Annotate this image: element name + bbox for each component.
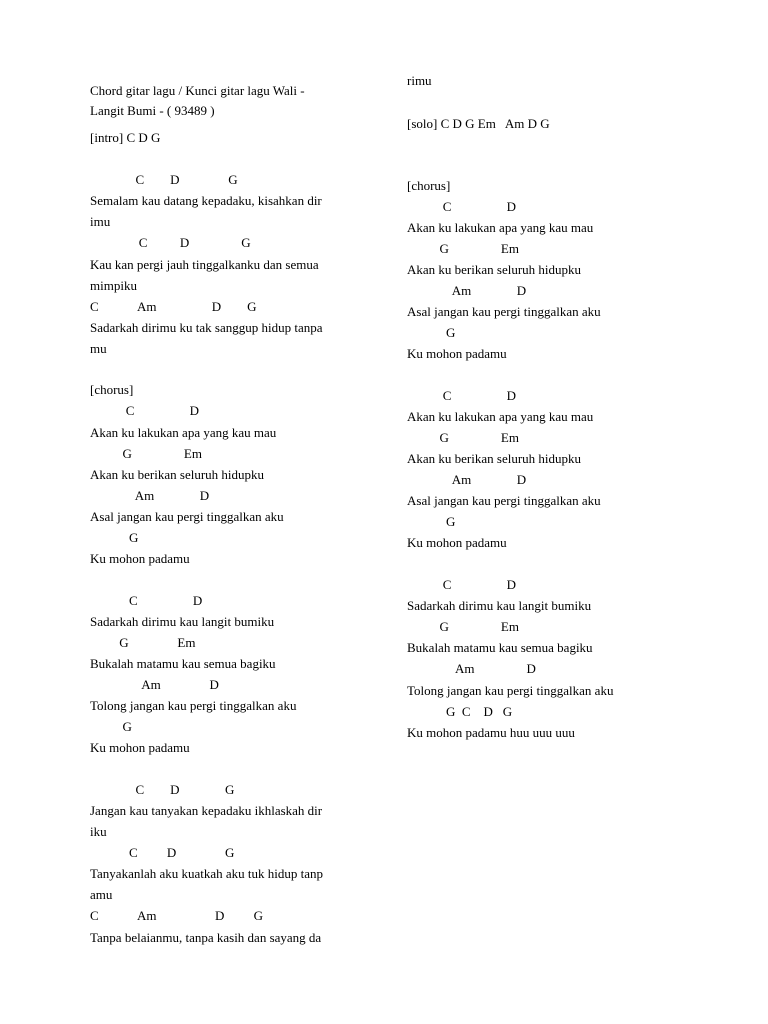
lyric-line: Tolong jangan kau pergi tinggalkan aku [90, 698, 297, 713]
title-line: Langit Bumi - ( 93489 ) [90, 103, 215, 118]
chord-line: G [90, 719, 132, 734]
chord-line: Am D [90, 488, 210, 503]
lyric-line: mu [90, 341, 107, 356]
chord-line: Am D [90, 677, 219, 692]
chord-line: Am D [407, 661, 536, 676]
chord-line: C Am D G [90, 908, 263, 923]
lyric-line: Asal jangan kau pergi tinggalkan aku [407, 304, 601, 319]
lyric-line: Sadarkah dirimu ku tak sanggup hidup tanpa [90, 320, 323, 335]
lyric-line: Semalam kau datang kepadaku, kisahkan dir [90, 193, 322, 208]
chord-line: C Am D G [90, 299, 257, 314]
lyric-line: rimu [407, 73, 432, 88]
lyric-line: Akan ku berikan seluruh hidupku [407, 451, 582, 466]
chord-line: C D [407, 199, 517, 214]
lyric-line: Ku mohon padamu [90, 551, 190, 566]
lyric-line: mimpiku [90, 278, 137, 293]
section-line: [chorus] [407, 178, 451, 193]
lyric-line: Akan ku berikan seluruh hidupku [90, 467, 265, 482]
title-line: Chord gitar lagu / Kunci gitar lagu Wali - [90, 83, 305, 98]
chord-line: G Em [407, 430, 519, 445]
lyric-line: Akan ku lakukan apa yang kau mau [407, 220, 594, 235]
lyric-line: Asal jangan kau pergi tinggalkan aku [407, 493, 601, 508]
lyric-line: Tolong jangan kau pergi tinggalkan aku [407, 683, 614, 698]
chord-line: G [90, 530, 139, 545]
chord-line: G Em [90, 635, 196, 650]
section-line: [solo] C D G Em Am D G [407, 116, 550, 131]
lyric-line: Sadarkah dirimu kau langit bumiku [90, 614, 275, 629]
chord-line: C D [90, 593, 203, 608]
lyric-line: Tanyakanlah aku kuatkah aku tuk hidup tanp [90, 866, 324, 881]
chord-line: Am D [407, 283, 527, 298]
lyric-line: Akan ku lakukan apa yang kau mau [90, 425, 277, 440]
chord-line: G [407, 514, 456, 529]
chord-line: G Em [407, 241, 519, 256]
chord-line: C D [407, 577, 517, 592]
lyric-line: Bukalah matamu kau semua bagiku [90, 656, 276, 671]
chord-line: G [407, 325, 456, 340]
chord-line: C D [407, 388, 517, 403]
lyric-line: Sadarkah dirimu kau langit bumiku [407, 598, 592, 613]
chord-line: C D G [90, 235, 251, 250]
chord-line: G Em [407, 619, 519, 634]
section-line: [intro] C D G [90, 130, 161, 145]
lyric-line: Jangan kau tanyakan kepadaku ikhlaskah dir [90, 803, 323, 818]
chord-line: C D G [90, 172, 238, 187]
lyric-line: amu [90, 887, 113, 902]
lyric-line: Kau kan pergi jauh tinggalkanku dan semua [90, 257, 319, 272]
chord-line: C D G [90, 782, 235, 797]
chord-line: Am D [407, 472, 527, 487]
lyric-line: Tanpa belaianmu, tanpa kasih dan sayang da [90, 930, 322, 945]
lyric-line: Ku mohon padamu [407, 535, 507, 550]
lyric-line: Ku mohon padamu [90, 740, 190, 755]
lyric-line: imu [90, 214, 111, 229]
lyric-line: Ku mohon padamu huu uuu uuu [407, 725, 575, 740]
lyric-line: iku [90, 824, 107, 839]
lyric-line: Akan ku lakukan apa yang kau mau [407, 409, 594, 424]
lyric-line: Akan ku berikan seluruh hidupku [407, 262, 582, 277]
lyric-line: Ku mohon padamu [407, 346, 507, 361]
chord-line: G C D G [407, 704, 513, 719]
lyric-line: Asal jangan kau pergi tinggalkan aku [90, 509, 284, 524]
lyric-line: Bukalah matamu kau semua bagiku [407, 640, 593, 655]
section-line: [chorus] [90, 382, 134, 397]
chord-line: G Em [90, 446, 202, 461]
chord-line: C D [90, 403, 200, 418]
chord-line: C D G [90, 845, 235, 860]
